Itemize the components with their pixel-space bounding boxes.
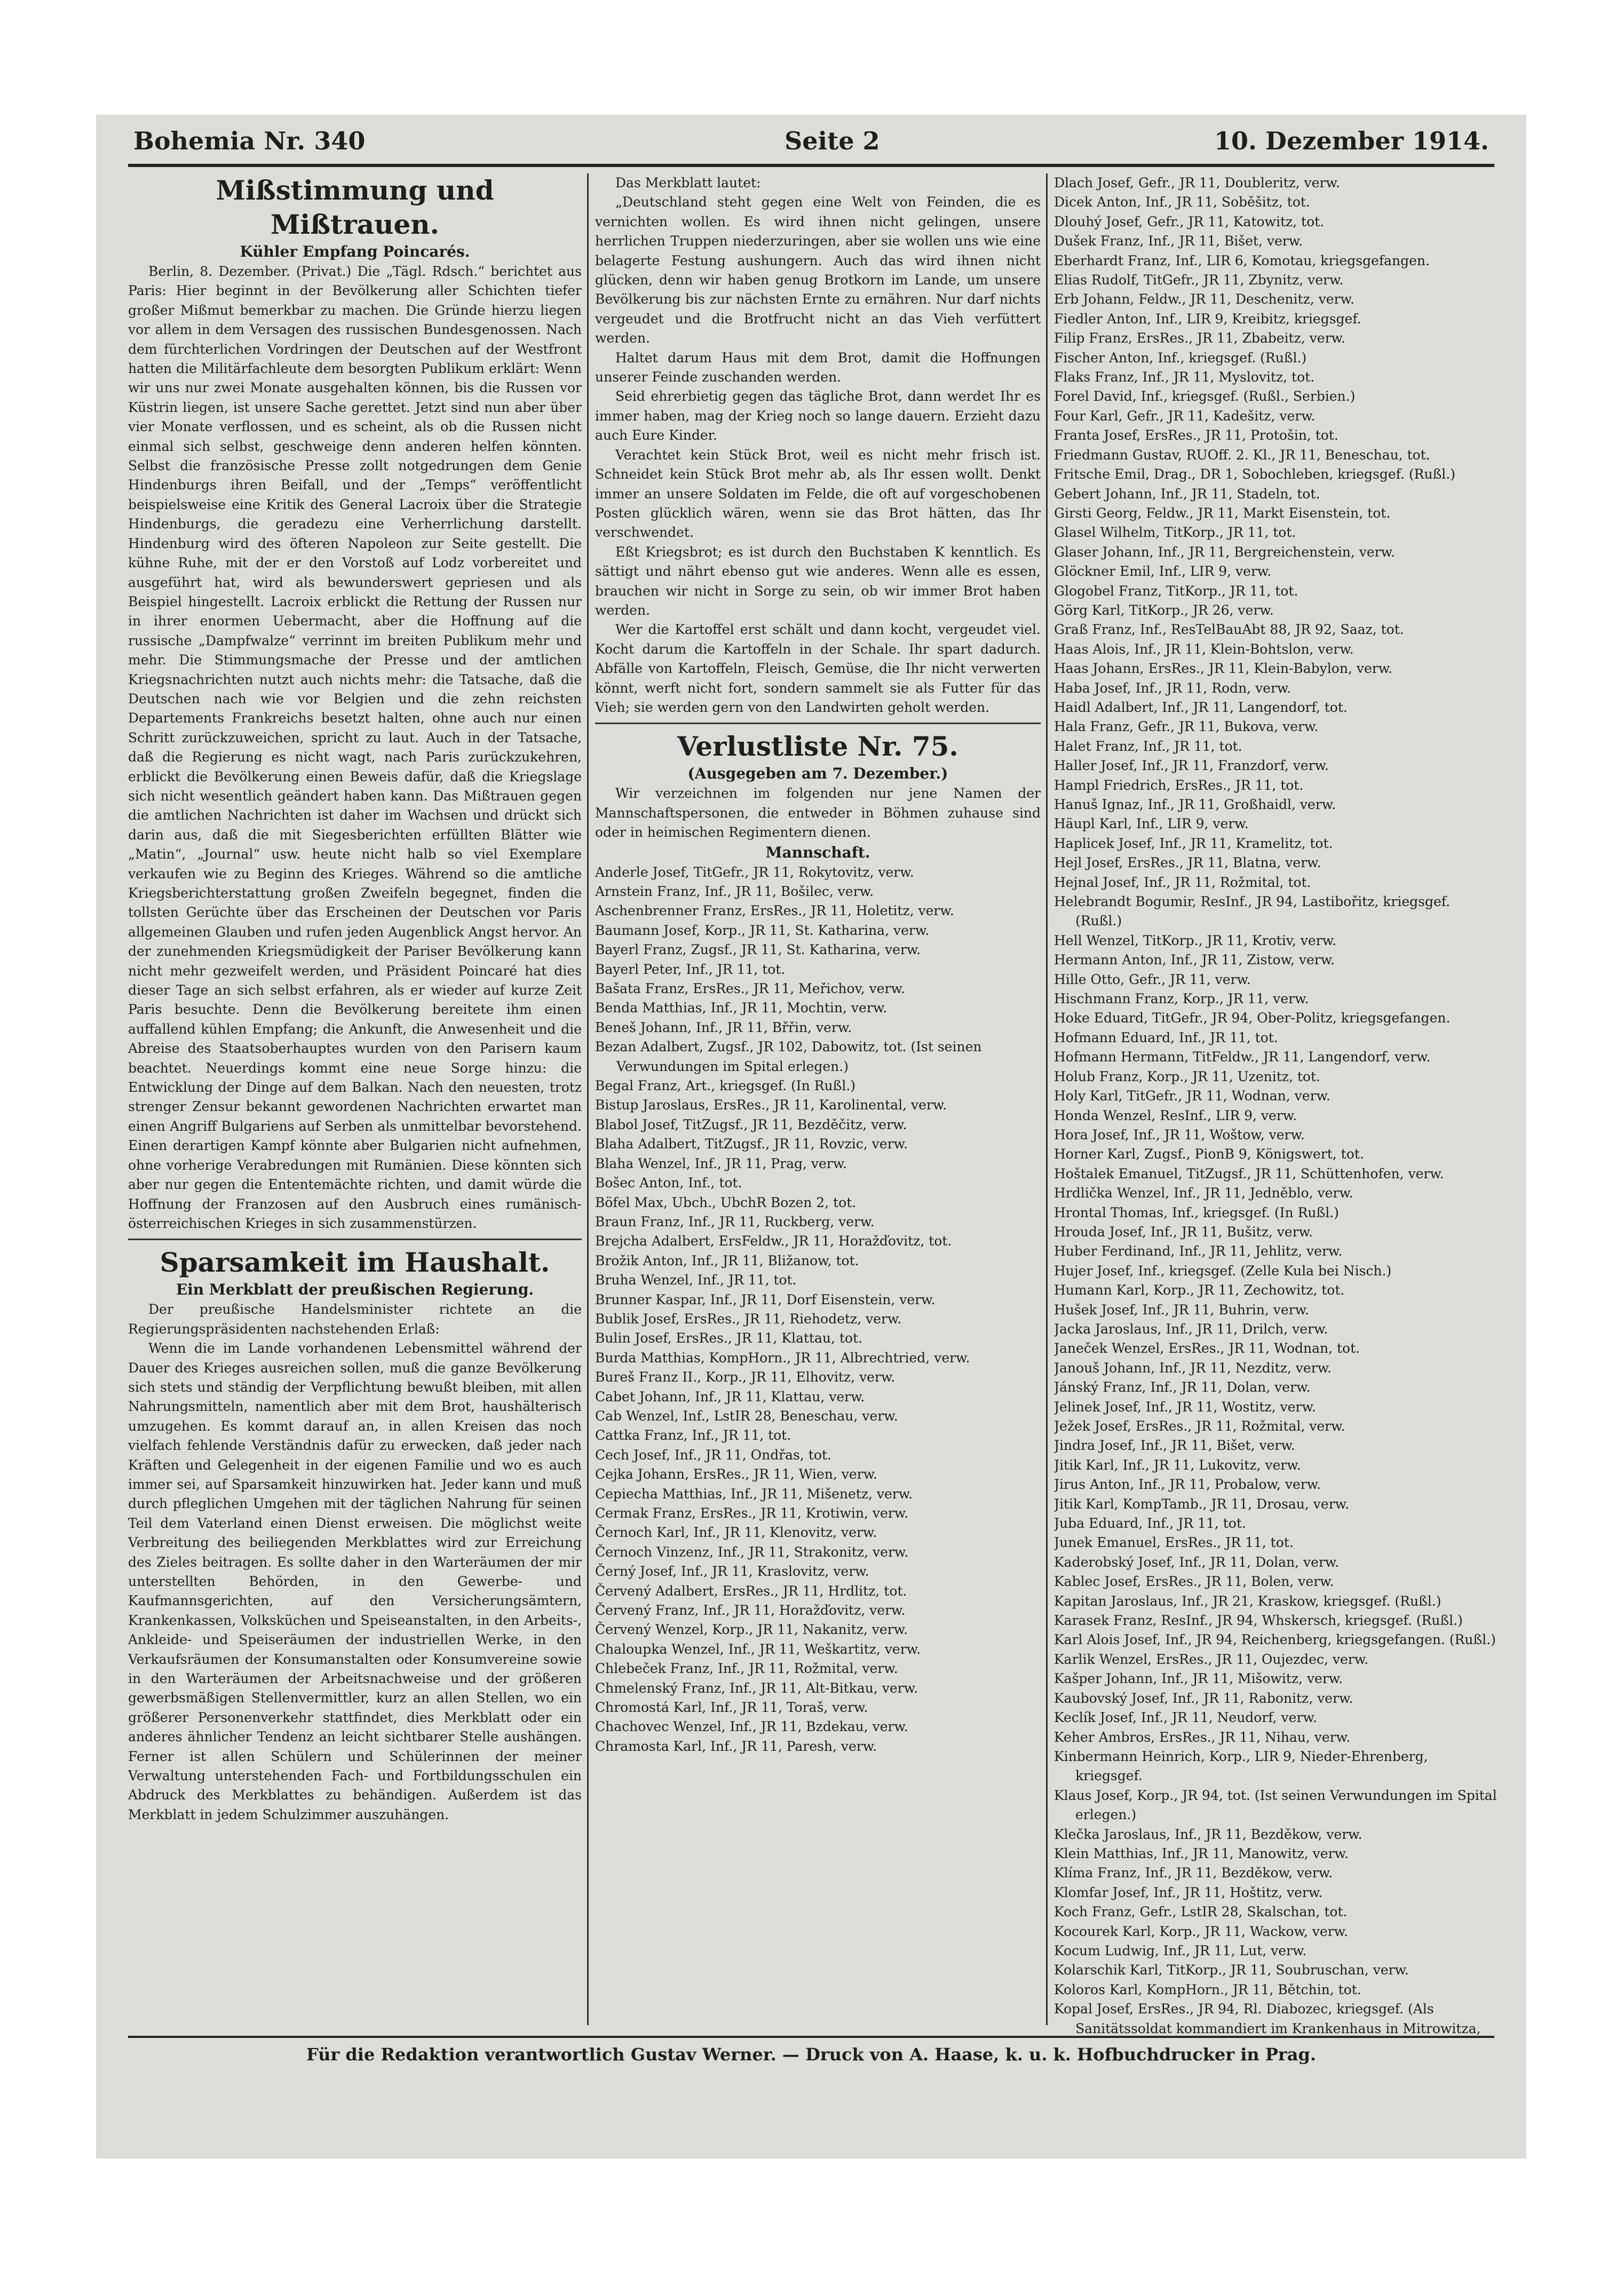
list-item: Kocourek Karl, Korp., JR 11, Wackow, verw.	[1054, 1923, 1349, 1939]
list-item: Haller Josef, Inf., JR 11, Franzdorf, verw.	[1054, 758, 1329, 774]
list-item: Blabol Josef, TitZugsf., JR 11, Bezděčitz, verw.	[595, 1116, 907, 1132]
list-item: Jelinek Josef, Inf., JR 11, Wostitz, verw.	[1054, 1399, 1316, 1415]
article-paragraph: „Deutschland steht gegen eine Welt von Feinden, die es vernichten wollen. Es wird ihnen nicht gelingen, unsere herrlichen Truppen niederzuringen, aber sie wollen uns wie eine belagerte Festung aushungern. Auch das wird ihnen nicht glücken, denn wir haben genug Brotkorn im Lande, um unsere Bevölkerung bis zur nächsten Ernte zu ernähren. Nur darf nichts vergeudet und die Brotfrucht nicht an das Vieh verfüttert werden.	[595, 194, 1041, 346]
list-item: Klíma Franz, Inf., JR 11, Bezděkow, verw.	[1054, 1865, 1333, 1881]
list-item: Dicek Anton, Inf., JR 11, Soběšitz, tot.	[1054, 194, 1310, 210]
list-item: Koch Franz, Gefr., LstIR 28, Skalschan, tot.	[1054, 1904, 1348, 1920]
list-item: Brejcha Adalbert, ErsFeldw., JR 11, Horažďovitz, tot.	[595, 1233, 952, 1249]
list-item: Keclík Josef, Inf., JR 11, Neudorf, verw.	[1054, 1710, 1317, 1726]
footer-rule	[128, 2036, 1494, 2038]
article-paragraph: Der preußische Handelsminister richtete an die Regierungspräsidenten nachstehenden Erlaß:	[128, 1302, 582, 1337]
casualty-list	[1054, 173, 1497, 2036]
list-item: Dušek Franz, Inf., JR 11, Bišet, verw.	[1054, 233, 1303, 249]
list-item: Begal Franz, Art., kriegsgef. (In Rußl.)	[595, 1078, 856, 1094]
list-item: Baumann Josef, Korp., JR 11, St. Katharina, verw.	[595, 922, 930, 938]
list-item: Hora Josef, Inf., JR 11, Woštow, verw.	[1054, 1126, 1305, 1143]
page-header	[133, 126, 1489, 158]
article-paragraph: Seid ehrerbietig gegen das tägliche Brot, dann werdet Ihr es immer haben, mag der Krieg noch so lange dauern. Erzieht dazu auch Eure Kinder.	[595, 388, 1041, 443]
list-item: Honda Wenzel, ResInf., LIR 9, verw.	[1054, 1107, 1297, 1123]
list-item: Friedmann Gustav, RUOff. 2. Kl., JR 11, Beneschau, tot.	[1054, 447, 1430, 463]
list-item: Graß Franz, Inf., ResTelBauAbt 88, JR 92, Saaz, tot.	[1054, 622, 1404, 638]
list-item: Hrdlička Wenzel, Inf., JR 11, Jedněblo, verw.	[1054, 1185, 1353, 1201]
list-item: Hischmann Franz, Korp., JR 11, verw.	[1054, 991, 1309, 1007]
list-item: Karl Alois Josef, Inf., JR 94, Reichenberg, kriegsgefangen. (Rußl.)	[1054, 1632, 1496, 1648]
list-item: Häupl Karl, Inf., LIR 9, verw.	[1054, 816, 1249, 832]
list-item: Glogobel Franz, TitKorp., JR 11, tot.	[1054, 583, 1298, 599]
list-item: Brunner Kaspar, Inf., JR 11, Dorf Eisenstein, verw.	[595, 1291, 936, 1307]
list-item: Girsti Georg, Feldw., JR 11, Markt Eisenstein, tot.	[1054, 505, 1391, 521]
list-item: Hanuš Ignaz, Inf., JR 11, Großhaidl, verw.	[1054, 797, 1336, 812]
newspaper-page	[96, 115, 1526, 2159]
article-intro: Wir verzeichnen im folgenden nur jene Namen der Mannschaftspersonen, die entweder in Böhmen zuhause sind oder in heimischen Regimentern dienen.	[595, 786, 1041, 840]
list-item: Cejka Johann, ErsRes., JR 11, Wien, verw.	[595, 1466, 877, 1482]
list-item: Bistup Jaroslaus, ErsRes., JR 11, Karolinental, verw.	[595, 1097, 947, 1113]
list-item: Hofmann Eduard, Inf., JR 11, tot.	[1054, 1029, 1278, 1045]
list-item: Hoke Eduard, TitGefr., JR 94, Ober-Politz, kriegsgefangen.	[1054, 1010, 1451, 1026]
column-3	[1054, 173, 1497, 2036]
list-item: Jitik Karl, Inf., JR 11, Lukovitz, verw.	[1054, 1457, 1301, 1473]
list-item: Holy Karl, TitGefr., JR 11, Wodnan, verw.	[1054, 1088, 1330, 1104]
list-item: Bruha Wenzel, Inf., JR 11, tot.	[595, 1272, 797, 1288]
list-item: Jirus Anton, Inf., JR 11, Probalow, verw.	[1054, 1477, 1321, 1493]
list-item: Horner Karl, Zugsf., PionB 9, Königswert, tot.	[1054, 1146, 1364, 1162]
list-item: Hujer Josef, Inf., kriegsgef. (Zelle Kula bei Nisch.)	[1054, 1263, 1392, 1279]
list-item: Chramosta Karl, Inf., JR 11, Paresh, verw.	[595, 1738, 877, 1754]
list-item: Jacka Jaroslaus, Inf., JR 11, Drilch, verw.	[1054, 1321, 1328, 1337]
list-item: Görg Karl, TitKorp., JR 26, verw.	[1054, 602, 1274, 618]
list-item: Hoštalek Emanuel, TitZugsf., JR 11, Schüttenhofen, verw.	[1054, 1165, 1444, 1181]
list-item: Glöckner Emil, Inf., LIR 9, verw.	[1054, 564, 1272, 580]
list-item: Černoch Karl, Inf., JR 11, Klenovitz, verw.	[595, 1525, 877, 1541]
list-item: Hejl Josef, ErsRes., JR 11, Blatna, verw.	[1054, 855, 1321, 871]
list-item: Braun Franz, Inf., JR 11, Ruckberg, verw.	[595, 1213, 875, 1229]
article-subtitle: Kühler Empfang Poincarés.	[240, 243, 470, 260]
article-paragraph: Eßt Kriegsbrot; es ist durch den Buchstaben K kenntlich. Es sättigt und nährt ebenso gut wie anderes. Wenn alle es essen, brauchen wir nicht in Sorge zu sein, ob wir immer Brot haben werden.	[595, 544, 1041, 618]
list-item: Kocum Ludwig, Inf., JR 11, Lut, verw.	[1054, 1942, 1307, 1958]
list-item: Hampl Friedrich, ErsRes., JR 11, tot.	[1054, 777, 1304, 793]
list-item: Blaha Adalbert, TitZugsf., JR 11, Rovzic, verw.	[595, 1136, 908, 1152]
casualty-list	[595, 863, 1041, 1757]
issue-date: 10. Dezember 1914.	[1214, 126, 1489, 155]
list-item: Hofmann Hermann, TitFeldw., JR 11, Langendorf, verw.	[1054, 1049, 1431, 1065]
list-item: Kopal Josef, ErsRes., JR 94, Rl. Diabozec, kriegsgef. (Als Sanitätssoldat kommandiert im Krankenhaus in Mitrowitza,	[1054, 2001, 1481, 2036]
list-item: Haidl Adalbert, Inf., JR 11, Langendorf, tot.	[1054, 699, 1348, 715]
list-item: Klaus Josef, Korp., JR 94, tot. (Ist seinen Verwundungen im Spital erlegen.)	[1054, 1787, 1497, 1823]
list-item: Halet Franz, Inf., JR 11, tot.	[1054, 738, 1242, 754]
article-misstimmung	[128, 173, 582, 1233]
list-item: Forel David, Inf., kriegsgef. (Rußl., Serbien.)	[1054, 388, 1356, 404]
list-item: Janeček Wenzel, ErsRes., JR 11, Wodnan, tot.	[1054, 1340, 1360, 1356]
list-item: Bezan Adalbert, Zugsf., JR 102, Dabowitz, tot. (Ist seinen Verwundungen im Spital erlegen.)	[595, 1039, 982, 1074]
list-item: Cattka Franz, Inf., JR 11, tot.	[595, 1427, 791, 1443]
list-item: Chachovec Wenzel, Inf., JR 11, Bzdekau, verw.	[595, 1719, 908, 1735]
list-item: Karlik Wenzel, ErsRes., JR 11, Oujezdec, verw.	[1054, 1651, 1369, 1667]
list-item: Klomfar Josef, Inf., JR 11, Hoštitz, verw.	[1054, 1884, 1323, 1900]
list-item: Fritsche Emil, Drag., DR 1, Sobochleben, kriegsgef. (Rußl.)	[1054, 466, 1455, 482]
list-item: Bulin Josef, ErsRes., JR 11, Klattau, tot.	[595, 1330, 862, 1346]
article-title: Verlustliste Nr. 75.	[677, 731, 958, 763]
list-item: Fiedler Anton, Inf., LIR 9, Kreibitz, kriegsgef.	[1054, 311, 1361, 327]
list-item: Bašata Franz, ErsRes., JR 11, Meřichov, verw.	[595, 981, 905, 997]
article-paragraph: Verachtet kein Stück Brot, weil es nicht mehr frisch ist. Schneidet kein Stück Brot mehr ab, als Ihr essen wollt. Denkt immer an unsere Soldaten im Felde, die oft auf vorgeschobenen Posten glücklich wären, wenn sie das Brot hätten, das Ihr verschwendet.	[595, 447, 1041, 541]
list-item: Helebrandt Bogumir, ResInf., JR 94, Lastibořitz, kriegsgef. (Rußl.)	[1054, 894, 1451, 929]
section-heading: Mannschaft.	[765, 843, 870, 861]
list-item: Cabet Johann, Inf., JR 11, Klattau, verw.	[595, 1389, 865, 1405]
list-item: Červený Adalbert, ErsRes., JR 11, Hrdlitz, tot.	[595, 1583, 907, 1599]
list-item: Bošec Anton, Inf., tot.	[595, 1175, 742, 1191]
list-item: Humann Karl, Korp., JR 11, Zechowitz, tot.	[1054, 1282, 1345, 1298]
list-item: Kaubovský Josef, Inf., JR 11, Rabonitz, verw.	[1054, 1690, 1353, 1706]
list-item: Ježek Josef, ErsRes., JR 11, Rožmital, verw.	[1054, 1418, 1345, 1434]
list-item: Bublik Josef, ErsRes., JR 11, Riehodetz, verw.	[595, 1311, 902, 1327]
list-item: Jánský Franz, Inf., JR 11, Dolan, verw.	[1054, 1379, 1311, 1395]
list-item: Chaloupka Wenzel, Inf., JR 11, Weškartitz, verw.	[595, 1641, 921, 1657]
list-item: Hrontal Thomas, Inf., kriegsgef. (In Rußl.)	[1054, 1204, 1339, 1220]
list-item: Jindra Josef, Inf., JR 11, Bišet, verw.	[1054, 1438, 1295, 1454]
list-item: Cech Josef, Inf., JR 11, Ondřas, tot.	[595, 1447, 831, 1463]
article-paragraph: Wenn die im Lande vorhandenen Lebensmittel während der Dauer des Krieges ausreichen sollen, muß die ganze Bevölkerung sich stets und ständig der Verpflichtung bewußt bleiben, mit allen Nahrungsmitteln, namentlich aber mit dem Brot, haushälterisch umzugehen. Es kommt darauf an, in allen Kreisen das noch vielfach fehlende Verständnis dafür zu erwecken, daß jeder nach Kräften und Gelegenheit in der eigenen Familie und wo es auch immer sei, auf Sparsamkeit hinzuwirken hat. Jeder kann und muß durch pfleglichen Umgehen mit der täglichen Nahrung für seinen Teil dem Vaterland einen Dienst erweisen. Die möglichst weite Verbreitung des beiliegenden Merkblattes wird zur Erreichung des Zieles beitragen. Es sollte daher in den Warteräumen der mir unterstellten Behörden, in den Gewerbe- und Kaufmannsgerichten, auf den Versicherungsämtern, Krankenkassen, Volksküchen und Speiseanstalten, in den Arbeits-, Ankleide- und Speiseräumen der industriellen Werke, in den Verkaufsräumen der Konsumanstalten oder Konsumvereine sowie in den Warteräumen der Arbeitsnachweise und der größeren gewerbsmäßigen Stellenvermittler, kurz an allen Stellen, wo ein größerer Personenverkehr stattfindet, dies Merkblatt oder ein anderes ähnlicher Tendenz an leicht sichtbarer Stelle aushängen. Ferner ist allen Schülern und Schülerinnen der meiner Verwaltung unterstehenden Fach- und Fortbildungsschulen ein Abdruck des Merkblattes zu behändigen. Außerdem ist das Merkblatt in jedem Schulzimmer auszuhängen.	[128, 1340, 582, 1822]
list-item: Cermak Franz, ErsRes., JR 11, Krotiwin, verw.	[595, 1505, 909, 1521]
list-item: Hille Otto, Gefr., JR 11, verw.	[1054, 971, 1251, 987]
list-item: Kašper Johann, Inf., JR 11, Mišowitz, verw.	[1054, 1671, 1343, 1687]
list-item: Erb Johann, Feldw., JR 11, Deschenitz, verw.	[1054, 291, 1354, 307]
list-item: Junek Emanuel, ErsRes., JR 11, tot.	[1054, 1535, 1294, 1551]
list-item: Kablec Josef, ErsRes., JR 11, Bolen, verw.	[1054, 1574, 1334, 1590]
list-item: Hell Wenzel, TitKorp., JR 11, Krotiv, verw.	[1054, 932, 1337, 948]
list-item: Haba Josef, Inf., JR 11, Rodn, verw.	[1054, 680, 1292, 696]
list-item: Hejnal Josef, Inf., JR 11, Rožmital, tot.	[1054, 874, 1311, 890]
publication-issue: Bohemia Nr. 340	[133, 126, 366, 155]
list-item: Cab Wenzel, Inf., LstIR 28, Beneschau, verw.	[595, 1408, 898, 1424]
list-item: Hermann Anton, Inf., JR 11, Zistow, verw.	[1054, 952, 1335, 968]
list-item: Kapitan Jaroslaus, Inf., JR 21, Kraskow, kriegsgef. (Rußl.)	[1054, 1593, 1441, 1609]
list-item: Haas Johann, ErsRes., JR 11, Klein-Babylon, verw.	[1054, 661, 1393, 677]
column-2	[595, 173, 1041, 2036]
article-subtitle: Ein Merkblatt der preußischen Regierung.	[176, 1281, 534, 1299]
list-item: Dlouhý Josef, Gefr., JR 11, Katowitz, tot.	[1054, 213, 1325, 229]
list-item: Kaderobský Josef, Inf., JR 11, Dolan, verw.	[1054, 1554, 1340, 1570]
list-item: Klein Matthias, Inf., JR 11, Manowitz, verw.	[1054, 1845, 1349, 1861]
list-item: Dlach Josef, Gefr., JR 11, Doubleritz, verw.	[1054, 175, 1340, 191]
list-item: Brožik Anton, Inf., JR 11, Bližanow, tot.	[595, 1252, 859, 1268]
list-item: Chlebeček Franz, Inf., JR 11, Rožmital, verw.	[595, 1661, 898, 1677]
list-item: Arnstein Franz, Inf., JR 11, Bošilec, verw.	[595, 884, 874, 899]
list-item: Flaks Franz, Inf., JR 11, Myslovitz, tot.	[1054, 369, 1315, 385]
list-item: Jitik Karl, KompTamb., JR 11, Drosau, verw.	[1054, 1496, 1350, 1512]
list-item: Juba Eduard, Inf., JR 11, tot.	[1054, 1516, 1246, 1532]
list-item: Hala Franz, Gefr., JR 11, Bukova, verw.	[1054, 719, 1319, 735]
column-1	[128, 173, 582, 2036]
list-item: Koloros Karl, KompHorn., JR 11, Bětchin, tot.	[1054, 1981, 1361, 1997]
list-item: Anderle Josef, TitGefr., JR 11, Rokytovitz, verw.	[595, 864, 914, 880]
list-item: Hušek Josef, Inf., JR 11, Buhrin, verw.	[1054, 1302, 1310, 1318]
imprint: Für die Redaktion verantwortlich Gustav Werner. — Druck von A. Haase, k. u. k. Hofbuchdrucker in Prag.	[306, 2044, 1316, 2065]
list-item: Kinbermann Heinrich, Korp., LIR 9, Nieder-Ehrenberg, kriegsgef.	[1054, 1748, 1428, 1784]
article-subtitle: (Ausgegeben am 7. Dezember.)	[687, 765, 948, 783]
header-rule	[128, 164, 1494, 167]
list-item: Černý Josef, Inf., JR 11, Kraslovitz, verw.	[595, 1564, 869, 1580]
list-item: Haplicek Josef, Inf., JR 11, Kramelitz, tot.	[1054, 835, 1333, 851]
list-item: Benda Matthias, Inf., JR 11, Mochtin, verw.	[595, 1000, 888, 1016]
article-title: Sparsamkeit im Haushalt.	[160, 1247, 550, 1279]
list-item: Haas Alois, Inf., JR 11, Klein-Bohtslon, verw.	[1054, 641, 1354, 657]
article-paragraph: Das Merkblatt lautet:	[615, 175, 761, 191]
list-item: Chromostá Karl, Inf., JR 11, Toraš, verw.	[595, 1700, 868, 1716]
list-item: Klečka Jaroslaus, Inf., JR 11, Bezděkow, verw.	[1054, 1826, 1362, 1842]
list-item: Fischer Anton, Inf., kriegsgef. (Rußl.)	[1054, 350, 1307, 366]
list-item: Böfel Max, Ubch., UbchR Bozen 2, tot.	[595, 1194, 857, 1210]
article-paragraph: Wer die Kartoffel erst schält und dann kocht, vergeudet viel. Kocht darum die Kartoffeln in der Schale. Ihr spart dadurch. Abfälle von Kartoffeln, Fleisch, Gemüse, die Ihr nicht verwerten könnt, werft nicht fort, sondern sammelt sie als Futter für das Vieh; sie werden gern von den Landwirten geholt werden.	[595, 622, 1041, 715]
list-item: Bayerl Peter, Inf., JR 11, tot.	[595, 961, 786, 977]
list-item: Filip Franz, ErsRes., JR 11, Zbabeitz, verw.	[1054, 330, 1345, 346]
list-item: Bayerl Franz, Zugsf., JR 11, St. Katharina, verw.	[595, 942, 921, 958]
list-item: Chmelenský Franz, Inf., JR 11, Alt-Bitkau, verw.	[595, 1680, 918, 1696]
list-item: Elias Rudolf, TitGefr., JR 11, Zbynitz, verw.	[1054, 272, 1344, 288]
column-divider-1	[587, 173, 589, 2025]
article-sparsamkeit	[128, 1245, 582, 1824]
article-title: Mißstimmung und Mißtrauen.	[216, 174, 494, 240]
list-item: Beneš Johann, Inf., JR 11, Břřin, verw.	[595, 1019, 852, 1035]
section-rule	[128, 1239, 582, 1240]
column-divider-2	[1046, 173, 1048, 2025]
list-item: Burda Matthias, KompHorn., JR 11, Albrechtried, verw.	[595, 1350, 970, 1366]
list-item: Červený Wenzel, Korp., JR 11, Nakanitz, verw.	[595, 1622, 908, 1638]
list-item: Černoch Vinzenz, Inf., JR 11, Strakonitz, verw.	[595, 1544, 909, 1560]
page-number: Seite 2	[785, 126, 880, 155]
list-item: Franta Josef, ErsRes., JR 11, Protošin, tot.	[1054, 427, 1338, 443]
list-item: Janouš Johann, Inf., JR 11, Nezditz, verw.	[1054, 1360, 1332, 1376]
list-item: Holub Franz, Korp., JR 11, Uzenitz, tot.	[1054, 1068, 1320, 1084]
list-item: Glaser Johann, Inf., JR 11, Bergreichenstein, verw.	[1054, 544, 1396, 560]
list-item: Cepiecha Matthias, Inf., JR 11, Mišenetz, verw.	[595, 1486, 913, 1502]
list-item: Eberhardt Franz, Inf., LIR 6, Komotau, kriegsgefangen.	[1054, 252, 1430, 268]
list-item: Huber Ferdinand, Inf., JR 11, Jehlitz, verw.	[1054, 1243, 1343, 1259]
article-paragraph: Berlin, 8. Dezember. (Privat.) Die „Tägl. Rdsch.“ berichtet aus Paris: Hier beginnt in der Bevölkerung aller Schichten tiefer großer Mißmut bemerkbar zu machen. Die Gründe hierzu liegen vor allem in dem Versagen des russischen Bundesgenossen. Nach dem fürchterlichen Vordringen der Deutschen auf der Westfront hatten die Militärfachleute dem besorgten Publikum erklärt: Wenn wir uns nur zwei Monate ausgehalten können, bis die Russen vor Küstrin liegen, ist unsere Sache gerettet. Jetzt sind nun aber über vier Monate verflossen, und es scheint, als ob die Russen nicht einmal sich selbst, geschweige denn anderen helfen könnten. Selbst die französische Presse zollt notgedrungen dem Genie Hindenburgs ihren Beifall, und der „Temps“ veröffentlicht beispielsweise eine Kritik des General Lacroix über die Strategie Hindenburgs, die geradezu eine Verherrlichung darstellt. Hindenburg wird des öfteren Napoleon zur Seite gestellt. Die kühne Ruhe, mit der er den Vorstoß auf Lodz vorbereitet und ausgeführt hat, wird als bewunderswert gepriesen und als Beispiel hingestellt. Lacroix erblickt die Rettung der Russen nur in ihrer enormen Uebermacht, aber die Hoffnung auf die russische „Dampfwalze“ verrinnt im breiten Publikum mehr und mehr. Die Stimmungsmache der Presse und der amtlichen Kriegsnachrichten nutzt auch nichts mehr: die Tatsache, daß die Deutschen nach wie vor Belgien und die zehn reichsten Departements Frankreichs besetzt halten, ohne auch nur einen Schritt zurückzuweichen, spricht zu laut. Auch in der Tatsache, daß die Regierung es nicht wagt, nach Paris zurückzukehren, erblickt die Bevölkerung einen Beweis dafür, daß die Kriegslage sich nicht wesentlich geändert haben kann. Das Mißtrauen gegen die amtlichen Nachrichten ist daher im Wachsen und drückt sich darin aus, daß die mit Siegesberichten erfüllten Blätter wie „Matin“, „Journal“ usw. heute nicht halb so viel Exemplare verkaufen wie zu Beginn des Krieges. Während so die amtliche Kriegsberichterstattung großen Zweifeln begegnet, finden die tollsten Gerüchte über das Erscheinen der Deutschen vor Paris allgemeinen Glauben und rufen jeden Augenblick Angst hervor. An der zunehmenden Kriegsmüdigkeit der Pariser Bevölkerung kann nicht mehr gezweifelt werden, und Präsident Poincaré hat dies dieser Tage an sich selbst erfahren, als er wieder auf kurze Zeit Paris besuchte. Denn die Bevölkerung bereitete ihm einen auffallend kühlen Empfang; die Ankunft, die Anwesenheit und die Abreise des Staatsoberhauptes wurden von den Parisern kaum beachtet. Neuerdings kommt eine neue Sorge hinzu: die Entwicklung der Dinge auf dem Balkan. Nach den neuesten, trotz strenger Zensur bekannt gewordenen Nachrichten erwartet man einen Angriff Bulgariens auf Serben als unmittelbar bevorstehend. Einen derartigen Kampf könnte aber Bulgarien nicht aufnehmen, ohne vorherige Verabredungen mit Rumänien. Diese könnten sich aber nur gegen die Ententemächte richten, und damit würde die Hoffnung der Franzosen auf den Ausbruch eines rumänisch-österreichischen Krieges in sich zusammenstürzen.	[128, 264, 582, 1231]
list-item: Aschenbrenner Franz, ErsRes., JR 11, Holetitz, verw.	[595, 903, 954, 919]
list-item: Hrouda Josef, Inf., JR 11, Bušitz, verw.	[1054, 1224, 1313, 1240]
list-item: Blaha Wenzel, Inf., JR 11, Prag, verw.	[595, 1155, 847, 1171]
list-item: Keher Ambros, ErsRes., JR 11, Nihau, verw.	[1054, 1729, 1351, 1745]
article-paragraph: Haltet darum Haus mit dem Brot, damit die Hoffnungen unserer Feinde zuschanden werden.	[595, 350, 1041, 385]
list-item: Four Karl, Gefr., JR 11, Kadešitz, verw.	[1054, 408, 1316, 424]
section-rule	[595, 723, 1041, 724]
list-item: Kolarschik Karl, TitKorp., JR 11, Soubruschan, verw.	[1054, 1962, 1409, 1978]
list-item: Glasel Wilhelm, TitKorp., JR 11, tot.	[1054, 525, 1296, 541]
list-item: Červený Franz, Inf., JR 11, Horažďovitz, verw.	[595, 1602, 906, 1619]
list-item: Bureš Franz II., Korp., JR 11, Elhovitz, verw.	[595, 1369, 896, 1385]
list-item: Karasek Franz, ResInf., JR 94, Whskersch, kriegsgef. (Rußl.)	[1054, 1613, 1463, 1629]
list-item: Gebert Johann, Inf., JR 11, Stadeln, tot.	[1054, 486, 1320, 502]
